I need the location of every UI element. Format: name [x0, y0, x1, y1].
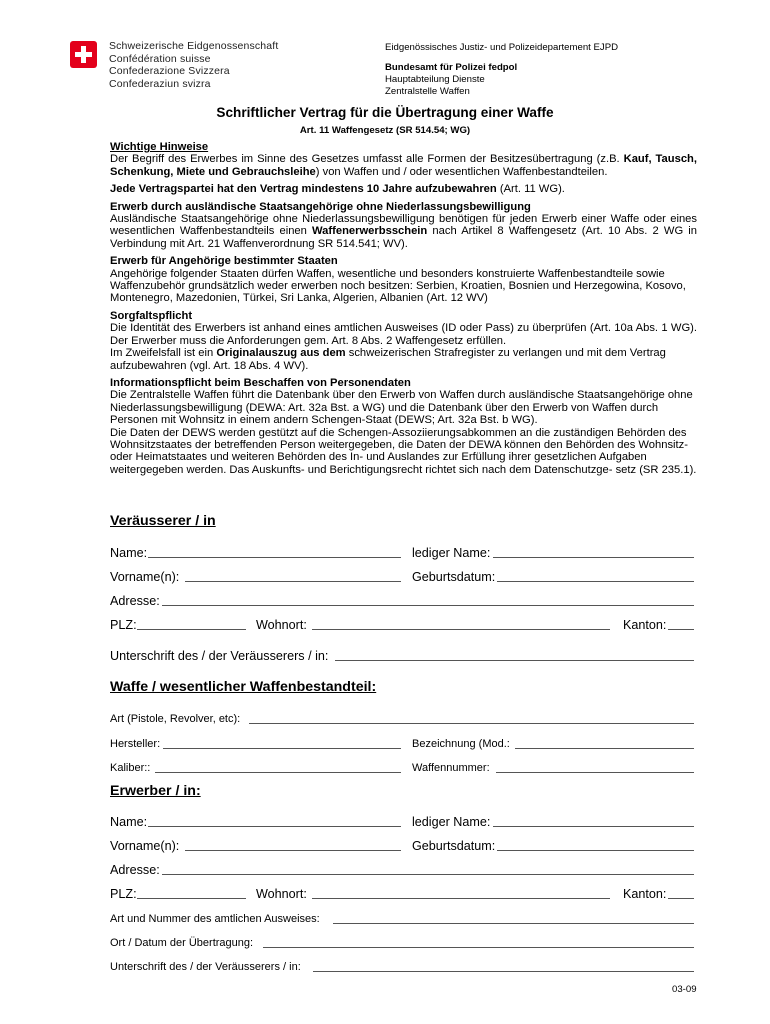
heading-information-duty: Informationspflicht beim Beschaffen von Personendaten: [110, 376, 411, 389]
note-criminal-record: Im Zweifelsfall ist ein Originalauszug aus dem schweizerischen Strafregister zu verlangen und mit dem Vertrag aufzubewahren (vgl. Art. 18 Abs. 4 WV).: [110, 347, 666, 372]
weapon-serial-label: Waffennummer:: [412, 762, 490, 774]
notes-heading: Wichtige Hinweise: [110, 141, 209, 153]
buyer-canton-label: Kanton:: [623, 887, 667, 901]
weapon-type-label: Art (Pistole, Revolver, etc):: [110, 713, 241, 725]
seller-zip-label: PLZ:: [110, 618, 137, 632]
seller-maiden-name-field[interactable]: [493, 557, 694, 558]
weapon-designation-label: Bezeichnung (Mod.:: [412, 738, 510, 750]
weapon-designation-field[interactable]: [515, 748, 694, 749]
department: Eidgenössisches Justiz- und Polizeidepartement EJPD: [385, 42, 619, 53]
seller-city-label: Wohnort:: [256, 618, 307, 632]
buyer-first-names-label: Vorname(n):: [110, 839, 180, 853]
seller-heading: Veräusserer / in: [110, 513, 216, 529]
seller-name-label: Name:: [110, 546, 148, 560]
seller-maiden-name-label: lediger Name:: [412, 546, 491, 560]
seller-zip-field[interactable]: [137, 629, 246, 630]
buyer-id-doc-field[interactable]: [333, 923, 694, 924]
note-certain-states: Angehörige folgender Staaten dürfen Waffen, wesentliche und besonders konstruierte Waffenbestandteile sowie Waffenzubehör grundsätzlich weder erwerben noch besitzen: Serbien, Kroatien, Bosnien und Herzegowina, Kosovo, Montenegro, Mazedonien, Türkei, Sri Lanka, Algerien, Albanien (Art. 12 WV): [110, 267, 686, 305]
division: Hauptabteilung Dienste: [385, 74, 485, 85]
buyer-name-field[interactable]: [148, 826, 401, 827]
seller-first-names-field[interactable]: [185, 581, 401, 582]
weapon-heading: Waffe / wesentlicher Waffenbestandteil:: [110, 679, 377, 695]
transfer-place-date-label: Ort / Datum der Übertragung:: [110, 937, 254, 949]
buyer-zip-field[interactable]: [137, 898, 246, 899]
buyer-maiden-name-field[interactable]: [493, 826, 694, 827]
confederation-names: [109, 40, 278, 90]
seller-name-field[interactable]: [148, 557, 401, 558]
note-databases: Die Zentralstelle Waffen führt die Datenbank über den Erwerb von Waffen durch ausländische Staatsangehörige ohne Niederlassungsbewilligung (DEWA: Art. 32a Bst. a WG) und die Datenbank über den Erwerb von Waffen durch Personen mit Wohnsitz in einem andern Schengen-Staat (DEWS; Art. 32a Bst. b WG).: [110, 389, 693, 427]
seller-address-label: Adresse:: [110, 594, 160, 608]
buyer-city-label: Wohnort:: [256, 887, 307, 901]
buyer-id-doc-label: Art und Nummer des amtlichen Ausweises:: [110, 913, 320, 925]
note-acquisition: Der Begriff des Erwerbes im Sinne des Gesetzes umfasst alle Formen der Besitzesübertragung (z.B. Kauf, Tausch, Schenkung, Miete und Gebrauchsleihe) von Waffen und / oder wesentlichen Waffenbestandteilen.: [110, 153, 697, 178]
swiss-flag-logo: [70, 41, 97, 68]
seller-city-field[interactable]: [312, 629, 610, 630]
note-foreign-nationals: Ausländische Staatsangehörige ohne Niederlassungsbewilligung benötigen für jeden Erwerb einer Waffe oder eines wesentlichen Waffenbestandteils einen Waffenerwerbsschein nach Artikel 8 Waffengesetz (Art. 10 Abs. 2 WG in Verbindung mit Art. 21 Waffenverordnung SR 514.541; WV).: [110, 213, 697, 250]
department-block: [385, 42, 618, 98]
heading-foreign-nationals: Erwerb durch ausländische Staatsangehörige ohne Niederlassungsbewilligung: [110, 200, 531, 213]
buyer-address-field[interactable]: [162, 874, 694, 875]
heading-certain-states: Erwerb für Angehörige bestimmter Staaten: [110, 255, 338, 268]
note-data-sharing: Die Daten der DEWS werden gestützt auf die Schengen-Assoziierungsabkommen an die zuständigen Behörden des Wohnsitzstaates der betreffenden Person weitergegeben, die Daten der DEWA können den Behörden des Wohnsitz- oder Heimatstaates und weiteren Behörden des In- und Auslandes zur Erfüllung ihrer gesetzlichen Aufgaben weitergegeben werden. Das Auskunfts- und Berichtigungsrecht richtet sich nach dem Datenschutzge- setz (SR 235.1).: [110, 426, 697, 476]
weapon-caliber-label: Kaliber::: [110, 762, 151, 774]
page-number: 03-09: [672, 984, 697, 995]
buyer-signature-field[interactable]: [313, 971, 694, 972]
weapon-caliber-field[interactable]: [155, 772, 401, 773]
important-notes: [110, 141, 697, 476]
seller-first-names-label: Vorname(n):: [110, 570, 180, 584]
buyer-signature-label: Unterschrift des / der Veräusserers / in:: [110, 961, 301, 973]
buyer-first-names-field[interactable]: [185, 850, 401, 851]
weapon-maker-label: Hersteller:: [110, 738, 161, 750]
weapon-serial-field[interactable]: [496, 772, 694, 773]
unit: Zentralstelle Waffen: [385, 86, 470, 97]
note-retention: Jede Vertragspartei hat den Vertrag mindestens 10 Jahre aufzubewahren (Art. 11 WG).: [110, 183, 565, 196]
weapon-maker-field[interactable]: [163, 748, 401, 749]
buyer-canton-field[interactable]: [668, 898, 694, 899]
document-subtitle: Art. 11 Waffengesetz (SR 514.54; WG): [299, 125, 471, 136]
buyer-maiden-name-label: lediger Name:: [412, 815, 491, 829]
note-due-diligence: Die Identität des Erwerbers ist anhand eines amtlichen Ausweises (ID oder Pass) zu überprüfen (Art. 10a Abs. 1 WG). Der Erwerber muss die Anforderungen gem. Art. 8 Abs. 2 Waffengesetz erfüllen.: [110, 322, 697, 347]
seller-canton-label: Kanton:: [623, 618, 667, 632]
buyer-name-label: Name:: [110, 815, 148, 829]
confed-rm: Confederaziun svizra: [109, 77, 211, 90]
seller-birth-date-field[interactable]: [497, 581, 694, 582]
buyer-birth-date-field[interactable]: [497, 850, 694, 851]
seller-canton-field[interactable]: [668, 629, 694, 630]
heading-due-diligence: Sorgfaltspflicht: [110, 309, 193, 322]
seller-address-field[interactable]: [162, 605, 694, 606]
transfer-place-date-field[interactable]: [263, 947, 694, 948]
confed-it: Confederazione Svizzera: [109, 65, 230, 77]
office: Bundesamt für Polizei fedpol: [385, 62, 518, 73]
buyer-heading: Erwerber / in:: [110, 783, 201, 799]
buyer-zip-label: PLZ:: [110, 887, 137, 901]
confed-fr: Confédération suisse: [109, 52, 211, 65]
buyer-city-field[interactable]: [312, 898, 610, 899]
seller-signature-label: Unterschrift des / der Veräusserers / in:: [110, 649, 329, 663]
weapon-type-field[interactable]: [249, 723, 694, 724]
seller-birth-date-label: Geburtsdatum:: [412, 570, 496, 584]
document-title: Schriftlicher Vertrag für die Übertragung einer Waffe: [216, 105, 554, 120]
seller-signature-field[interactable]: [335, 660, 694, 661]
confed-de: Schweizerische Eidgenossenschaft: [109, 40, 279, 52]
buyer-birth-date-label: Geburtsdatum:: [412, 839, 496, 853]
buyer-address-label: Adresse:: [110, 863, 160, 877]
